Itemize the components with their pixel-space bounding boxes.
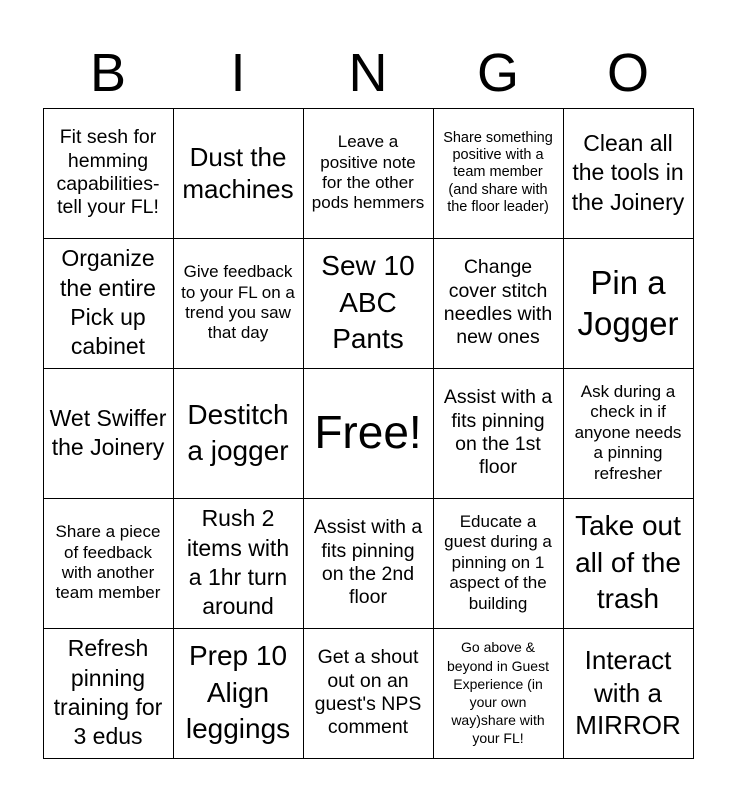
bingo-cell[interactable]: Clean all the tools in the Joinery (563, 108, 694, 239)
bingo-cell[interactable]: Share something positive with a team member (and share with the floor leader) (433, 108, 564, 239)
bingo-cell[interactable]: Assist with a fits pinning on the 1st floor (433, 368, 564, 499)
header-letter-g: G (476, 43, 519, 103)
bingo-cell[interactable]: Assist with a fits pinning on the 2nd floor (303, 498, 434, 629)
bingo-cell[interactable]: Fit sesh for hemming capabilities- tell your FL! (43, 108, 174, 239)
bingo-cell[interactable]: Rush 2 items with a 1hr turn around (173, 498, 304, 629)
bingo-cell[interactable]: Ask during a check in if anyone needs a pinning refresher (563, 368, 694, 499)
header-letter-n: N (348, 43, 388, 103)
header-letter-b: B (89, 43, 127, 103)
header-letter-i: I (230, 43, 246, 103)
bingo-cell[interactable]: Sew 10 ABC Pants (303, 238, 434, 369)
bingo-cell[interactable]: Wet Swiffer the Joinery (43, 368, 174, 499)
bingo-cell[interactable]: Refresh pinning training for 3 edus (43, 628, 174, 759)
bingo-cell[interactable]: Share a piece of feedback with another team member (43, 498, 174, 629)
bingo-cell[interactable]: Go above & beyond in Guest Experience (in your own way)share with your FL! (433, 628, 564, 759)
bingo-cell[interactable]: Get a shout out on an guest's NPS comment (303, 628, 434, 759)
bingo-cell[interactable]: Give feedback to your FL on a trend you saw that day (173, 238, 304, 369)
bingo-grid (43, 108, 693, 758)
bingo-cell[interactable]: Leave a positive note for the other pods hemmers (303, 108, 434, 239)
free-space[interactable]: Free! (303, 368, 434, 499)
bingo-cell[interactable]: Prep 10 Align leggings (173, 628, 304, 759)
bingo-cell[interactable]: Destitch a jogger (173, 368, 304, 499)
bingo-cell[interactable]: Pin a Jogger (563, 238, 694, 369)
bingo-cell[interactable]: Organize the entire Pick up cabinet (43, 238, 174, 369)
bingo-cell[interactable]: Dust the machines (173, 108, 304, 239)
bingo-cell[interactable]: Take out all of the trash (563, 498, 694, 629)
bingo-header (43, 40, 693, 106)
bingo-cell[interactable]: Educate a guest during a pinning on 1 aspect of the building (433, 498, 564, 629)
bingo-cell[interactable]: Interact with a MIRROR (563, 628, 694, 759)
header-letter-o: O (606, 43, 649, 103)
bingo-cell[interactable]: Change cover stitch needles with new ones (433, 238, 564, 369)
